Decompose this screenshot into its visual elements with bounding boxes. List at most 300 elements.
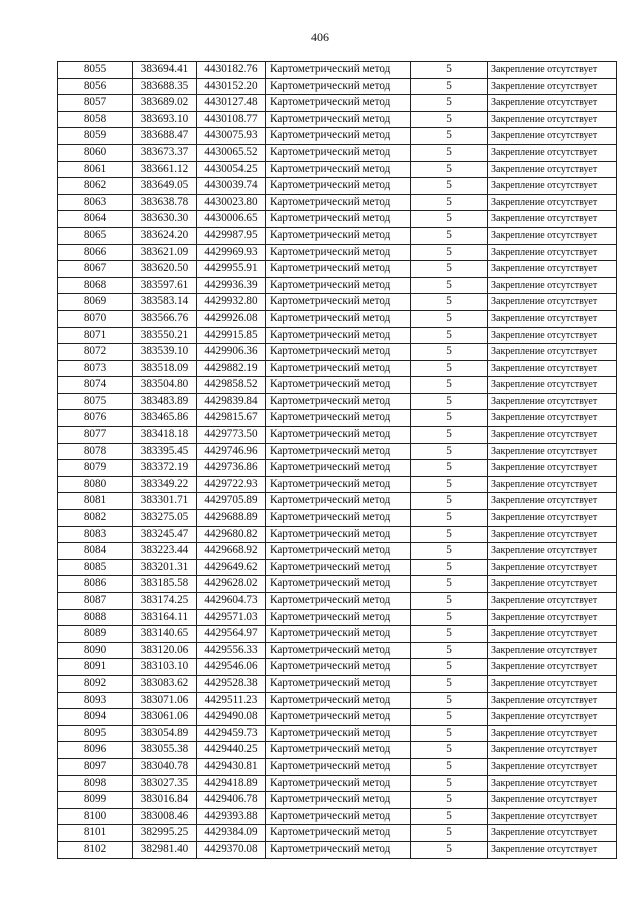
y-coordinate-cell: 4429370.08 bbox=[197, 841, 266, 858]
y-coordinate-cell: 4429680.82 bbox=[197, 526, 266, 543]
method-cell: Картометрический метод bbox=[266, 443, 411, 460]
fixing-description-cell: Закрепление отсутствует bbox=[488, 178, 617, 195]
fixing-description-cell: Закрепление отсутствует bbox=[488, 609, 617, 626]
fixing-description-cell: Закрепление отсутствует bbox=[488, 725, 617, 742]
accuracy-cell: 5 bbox=[411, 194, 488, 211]
x-coordinate-cell: 383275.05 bbox=[133, 510, 197, 527]
table-row bbox=[58, 792, 617, 809]
x-coordinate-cell: 383649.05 bbox=[133, 178, 197, 195]
point-number-cell: 8099 bbox=[58, 792, 133, 809]
fixing-description-cell: Закрепление отсутствует bbox=[488, 344, 617, 361]
method-cell: Картометрический метод bbox=[266, 792, 411, 809]
x-coordinate-cell: 383395.45 bbox=[133, 443, 197, 460]
x-coordinate-cell: 383624.20 bbox=[133, 227, 197, 244]
y-coordinate-cell: 4429406.78 bbox=[197, 792, 266, 809]
x-coordinate-cell: 383597.61 bbox=[133, 277, 197, 294]
point-number-cell: 8080 bbox=[58, 476, 133, 493]
fixing-description-cell: Закрепление отсутствует bbox=[488, 443, 617, 460]
y-coordinate-cell: 4430006.65 bbox=[197, 211, 266, 228]
table-row bbox=[58, 344, 617, 361]
y-coordinate-cell: 4429604.73 bbox=[197, 593, 266, 610]
accuracy-cell: 5 bbox=[411, 742, 488, 759]
point-number-cell: 8078 bbox=[58, 443, 133, 460]
x-coordinate-cell: 383673.37 bbox=[133, 144, 197, 161]
fixing-description-cell: Закрепление отсутствует bbox=[488, 144, 617, 161]
y-coordinate-cell: 4429564.97 bbox=[197, 626, 266, 643]
method-cell: Картометрический метод bbox=[266, 642, 411, 659]
method-cell: Картометрический метод bbox=[266, 178, 411, 195]
point-number-cell: 8086 bbox=[58, 576, 133, 593]
fixing-description-cell: Закрепление отсутствует bbox=[488, 377, 617, 394]
accuracy-cell: 5 bbox=[411, 244, 488, 261]
table-row bbox=[58, 808, 617, 825]
y-coordinate-cell: 4429571.03 bbox=[197, 609, 266, 626]
point-number-cell: 8075 bbox=[58, 393, 133, 410]
accuracy-cell: 5 bbox=[411, 675, 488, 692]
table-row bbox=[58, 543, 617, 560]
x-coordinate-cell: 383103.10 bbox=[133, 659, 197, 676]
x-coordinate-cell: 383349.22 bbox=[133, 476, 197, 493]
table-row bbox=[58, 443, 617, 460]
point-number-cell: 8094 bbox=[58, 709, 133, 726]
y-coordinate-cell: 4429915.85 bbox=[197, 327, 266, 344]
x-coordinate-cell: 383688.47 bbox=[133, 128, 197, 145]
y-coordinate-cell: 4430023.80 bbox=[197, 194, 266, 211]
table-row bbox=[58, 692, 617, 709]
y-coordinate-cell: 4429384.09 bbox=[197, 825, 266, 842]
fixing-description-cell: Закрепление отсутствует bbox=[488, 510, 617, 527]
y-coordinate-cell: 4429688.89 bbox=[197, 510, 266, 527]
point-number-cell: 8079 bbox=[58, 460, 133, 477]
table-row bbox=[58, 476, 617, 493]
point-number-cell: 8063 bbox=[58, 194, 133, 211]
method-cell: Картометрический метод bbox=[266, 709, 411, 726]
accuracy-cell: 5 bbox=[411, 659, 488, 676]
method-cell: Картометрический метод bbox=[266, 659, 411, 676]
y-coordinate-cell: 4429668.92 bbox=[197, 543, 266, 560]
y-coordinate-cell: 4430182.76 bbox=[197, 62, 266, 79]
fixing-description-cell: Закрепление отсутствует bbox=[488, 294, 617, 311]
x-coordinate-cell: 382995.25 bbox=[133, 825, 197, 842]
point-number-cell: 8071 bbox=[58, 327, 133, 344]
x-coordinate-cell: 383693.10 bbox=[133, 111, 197, 128]
fixing-description-cell: Закрепление отсутствует bbox=[488, 742, 617, 759]
fixing-description-cell: Закрепление отсутствует bbox=[488, 642, 617, 659]
accuracy-cell: 5 bbox=[411, 725, 488, 742]
y-coordinate-cell: 4430039.74 bbox=[197, 178, 266, 195]
accuracy-cell: 5 bbox=[411, 559, 488, 576]
accuracy-cell: 5 bbox=[411, 642, 488, 659]
point-number-cell: 8056 bbox=[58, 78, 133, 95]
point-number-cell: 8090 bbox=[58, 642, 133, 659]
fixing-description-cell: Закрепление отсутствует bbox=[488, 128, 617, 145]
method-cell: Картометрический метод bbox=[266, 692, 411, 709]
accuracy-cell: 5 bbox=[411, 95, 488, 112]
method-cell: Картометрический метод bbox=[266, 427, 411, 444]
fixing-description-cell: Закрепление отсутствует bbox=[488, 194, 617, 211]
x-coordinate-cell: 383016.84 bbox=[133, 792, 197, 809]
accuracy-cell: 5 bbox=[411, 277, 488, 294]
x-coordinate-cell: 383630.30 bbox=[133, 211, 197, 228]
method-cell: Картометрический метод bbox=[266, 62, 411, 79]
x-coordinate-cell: 383620.50 bbox=[133, 261, 197, 278]
table-row bbox=[58, 393, 617, 410]
y-coordinate-cell: 4429936.39 bbox=[197, 277, 266, 294]
x-coordinate-cell: 383027.35 bbox=[133, 775, 197, 792]
accuracy-cell: 5 bbox=[411, 178, 488, 195]
x-coordinate-cell: 383583.14 bbox=[133, 294, 197, 311]
fixing-description-cell: Закрепление отсутствует bbox=[488, 393, 617, 410]
y-coordinate-cell: 4429926.08 bbox=[197, 310, 266, 327]
accuracy-cell: 5 bbox=[411, 526, 488, 543]
point-number-cell: 8077 bbox=[58, 427, 133, 444]
fixing-description-cell: Закрепление отсутствует bbox=[488, 559, 617, 576]
table-row bbox=[58, 825, 617, 842]
accuracy-cell: 5 bbox=[411, 825, 488, 842]
method-cell: Картометрический метод bbox=[266, 261, 411, 278]
x-coordinate-cell: 383061.06 bbox=[133, 709, 197, 726]
point-number-cell: 8061 bbox=[58, 161, 133, 178]
method-cell: Картометрический метод bbox=[266, 327, 411, 344]
table-row bbox=[58, 244, 617, 261]
accuracy-cell: 5 bbox=[411, 460, 488, 477]
method-cell: Картометрический метод bbox=[266, 344, 411, 361]
fixing-description-cell: Закрепление отсутствует bbox=[488, 493, 617, 510]
y-coordinate-cell: 4429628.02 bbox=[197, 576, 266, 593]
table-row bbox=[58, 709, 617, 726]
fixing-description-cell: Закрепление отсутствует bbox=[488, 427, 617, 444]
accuracy-cell: 5 bbox=[411, 792, 488, 809]
point-number-cell: 8062 bbox=[58, 178, 133, 195]
x-coordinate-cell: 383055.38 bbox=[133, 742, 197, 759]
method-cell: Картометрический метод bbox=[266, 294, 411, 311]
point-number-cell: 8074 bbox=[58, 377, 133, 394]
y-coordinate-cell: 4429955.91 bbox=[197, 261, 266, 278]
x-coordinate-cell: 383483.89 bbox=[133, 393, 197, 410]
accuracy-cell: 5 bbox=[411, 294, 488, 311]
accuracy-cell: 5 bbox=[411, 841, 488, 858]
point-number-cell: 8060 bbox=[58, 144, 133, 161]
fixing-description-cell: Закрепление отсутствует bbox=[488, 775, 617, 792]
fixing-description-cell: Закрепление отсутствует bbox=[488, 310, 617, 327]
method-cell: Картометрический метод bbox=[266, 808, 411, 825]
fixing-description-cell: Закрепление отсутствует bbox=[488, 825, 617, 842]
coordinates-table-body bbox=[58, 62, 617, 859]
x-coordinate-cell: 383054.89 bbox=[133, 725, 197, 742]
fixing-description-cell: Закрепление отсутствует bbox=[488, 808, 617, 825]
method-cell: Картометрический метод bbox=[266, 111, 411, 128]
fixing-description-cell: Закрепление отсутствует bbox=[488, 792, 617, 809]
y-coordinate-cell: 4429546.06 bbox=[197, 659, 266, 676]
y-coordinate-cell: 4429773.50 bbox=[197, 427, 266, 444]
y-coordinate-cell: 4430108.77 bbox=[197, 111, 266, 128]
table-row bbox=[58, 609, 617, 626]
method-cell: Картометрический метод bbox=[266, 194, 411, 211]
method-cell: Картометрический метод bbox=[266, 128, 411, 145]
y-coordinate-cell: 4429746.96 bbox=[197, 443, 266, 460]
table-row bbox=[58, 327, 617, 344]
fixing-description-cell: Закрепление отсутствует bbox=[488, 95, 617, 112]
method-cell: Картометрический метод bbox=[266, 211, 411, 228]
point-number-cell: 8089 bbox=[58, 626, 133, 643]
table-row bbox=[58, 161, 617, 178]
point-number-cell: 8091 bbox=[58, 659, 133, 676]
x-coordinate-cell: 383008.46 bbox=[133, 808, 197, 825]
y-coordinate-cell: 4429556.33 bbox=[197, 642, 266, 659]
y-coordinate-cell: 4429987.95 bbox=[197, 227, 266, 244]
table-row bbox=[58, 493, 617, 510]
accuracy-cell: 5 bbox=[411, 128, 488, 145]
table-row bbox=[58, 360, 617, 377]
point-number-cell: 8095 bbox=[58, 725, 133, 742]
fixing-description-cell: Закрепление отсутствует bbox=[488, 675, 617, 692]
accuracy-cell: 5 bbox=[411, 593, 488, 610]
y-coordinate-cell: 4429649.62 bbox=[197, 559, 266, 576]
point-number-cell: 8073 bbox=[58, 360, 133, 377]
accuracy-cell: 5 bbox=[411, 393, 488, 410]
fixing-description-cell: Закрепление отсутствует bbox=[488, 327, 617, 344]
y-coordinate-cell: 4430152.20 bbox=[197, 78, 266, 95]
x-coordinate-cell: 383638.78 bbox=[133, 194, 197, 211]
x-coordinate-cell: 383418.18 bbox=[133, 427, 197, 444]
fixing-description-cell: Закрепление отсутствует bbox=[488, 593, 617, 610]
accuracy-cell: 5 bbox=[411, 310, 488, 327]
method-cell: Картометрический метод bbox=[266, 593, 411, 610]
x-coordinate-cell: 383120.06 bbox=[133, 642, 197, 659]
table-row bbox=[58, 510, 617, 527]
x-coordinate-cell: 383201.31 bbox=[133, 559, 197, 576]
table-row bbox=[58, 742, 617, 759]
table-row bbox=[58, 758, 617, 775]
x-coordinate-cell: 383694.41 bbox=[133, 62, 197, 79]
table-row bbox=[58, 377, 617, 394]
point-number-cell: 8067 bbox=[58, 261, 133, 278]
accuracy-cell: 5 bbox=[411, 327, 488, 344]
method-cell: Картометрический метод bbox=[266, 543, 411, 560]
x-coordinate-cell: 383621.09 bbox=[133, 244, 197, 261]
x-coordinate-cell: 383518.09 bbox=[133, 360, 197, 377]
table-row bbox=[58, 841, 617, 858]
fixing-description-cell: Закрепление отсутствует bbox=[488, 111, 617, 128]
fixing-description-cell: Закрепление отсутствует bbox=[488, 261, 617, 278]
point-number-cell: 8098 bbox=[58, 775, 133, 792]
method-cell: Картометрический метод bbox=[266, 526, 411, 543]
accuracy-cell: 5 bbox=[411, 111, 488, 128]
fixing-description-cell: Закрепление отсутствует bbox=[488, 692, 617, 709]
point-number-cell: 8069 bbox=[58, 294, 133, 311]
point-number-cell: 8068 bbox=[58, 277, 133, 294]
table-row bbox=[58, 526, 617, 543]
y-coordinate-cell: 4429705.89 bbox=[197, 493, 266, 510]
x-coordinate-cell: 383040.78 bbox=[133, 758, 197, 775]
table-row bbox=[58, 642, 617, 659]
table-row bbox=[58, 576, 617, 593]
method-cell: Картометрический метод bbox=[266, 841, 411, 858]
fixing-description-cell: Закрепление отсутствует bbox=[488, 410, 617, 427]
y-coordinate-cell: 4429440.25 bbox=[197, 742, 266, 759]
accuracy-cell: 5 bbox=[411, 144, 488, 161]
point-number-cell: 8088 bbox=[58, 609, 133, 626]
method-cell: Картометрический метод bbox=[266, 626, 411, 643]
method-cell: Картометрический метод bbox=[266, 559, 411, 576]
accuracy-cell: 5 bbox=[411, 360, 488, 377]
y-coordinate-cell: 4429511.23 bbox=[197, 692, 266, 709]
y-coordinate-cell: 4429969.93 bbox=[197, 244, 266, 261]
table-row bbox=[58, 310, 617, 327]
y-coordinate-cell: 4429528.38 bbox=[197, 675, 266, 692]
y-coordinate-cell: 4429815.67 bbox=[197, 410, 266, 427]
fixing-description-cell: Закрепление отсутствует bbox=[488, 841, 617, 858]
y-coordinate-cell: 4429430.81 bbox=[197, 758, 266, 775]
method-cell: Картометрический метод bbox=[266, 144, 411, 161]
accuracy-cell: 5 bbox=[411, 377, 488, 394]
table-row bbox=[58, 261, 617, 278]
accuracy-cell: 5 bbox=[411, 211, 488, 228]
method-cell: Картометрический метод bbox=[266, 725, 411, 742]
coordinates-table bbox=[57, 61, 617, 859]
accuracy-cell: 5 bbox=[411, 609, 488, 626]
point-number-cell: 8057 bbox=[58, 95, 133, 112]
table-row bbox=[58, 178, 617, 195]
accuracy-cell: 5 bbox=[411, 775, 488, 792]
x-coordinate-cell: 383223.44 bbox=[133, 543, 197, 560]
x-coordinate-cell: 383661.12 bbox=[133, 161, 197, 178]
method-cell: Картометрический метод bbox=[266, 460, 411, 477]
y-coordinate-cell: 4429906.36 bbox=[197, 344, 266, 361]
fixing-description-cell: Закрепление отсутствует bbox=[488, 709, 617, 726]
method-cell: Картометрический метод bbox=[266, 78, 411, 95]
x-coordinate-cell: 383504.80 bbox=[133, 377, 197, 394]
y-coordinate-cell: 4429418.89 bbox=[197, 775, 266, 792]
fixing-description-cell: Закрепление отсутствует bbox=[488, 277, 617, 294]
point-number-cell: 8070 bbox=[58, 310, 133, 327]
fixing-description-cell: Закрепление отсутствует bbox=[488, 227, 617, 244]
method-cell: Картометрический метод bbox=[266, 393, 411, 410]
table-row bbox=[58, 144, 617, 161]
table-row bbox=[58, 62, 617, 79]
accuracy-cell: 5 bbox=[411, 709, 488, 726]
fixing-description-cell: Закрепление отсутствует bbox=[488, 526, 617, 543]
page-number: 406 bbox=[311, 30, 329, 44]
method-cell: Картометрический метод bbox=[266, 493, 411, 510]
x-coordinate-cell: 383164.11 bbox=[133, 609, 197, 626]
table-row bbox=[58, 559, 617, 576]
x-coordinate-cell: 383174.25 bbox=[133, 593, 197, 610]
y-coordinate-cell: 4429882.19 bbox=[197, 360, 266, 377]
method-cell: Картометрический метод bbox=[266, 775, 411, 792]
point-number-cell: 8085 bbox=[58, 559, 133, 576]
y-coordinate-cell: 4429932.80 bbox=[197, 294, 266, 311]
accuracy-cell: 5 bbox=[411, 576, 488, 593]
point-number-cell: 8102 bbox=[58, 841, 133, 858]
table-row bbox=[58, 111, 617, 128]
table-row bbox=[58, 410, 617, 427]
point-number-cell: 8087 bbox=[58, 593, 133, 610]
accuracy-cell: 5 bbox=[411, 410, 488, 427]
x-coordinate-cell: 383372.19 bbox=[133, 460, 197, 477]
table-row bbox=[58, 427, 617, 444]
table-row bbox=[58, 227, 617, 244]
method-cell: Картометрический метод bbox=[266, 410, 411, 427]
table-row bbox=[58, 78, 617, 95]
y-coordinate-cell: 4429490.08 bbox=[197, 709, 266, 726]
fixing-description-cell: Закрепление отсутствует bbox=[488, 161, 617, 178]
table-row bbox=[58, 659, 617, 676]
accuracy-cell: 5 bbox=[411, 344, 488, 361]
table-row bbox=[58, 593, 617, 610]
fixing-description-cell: Закрепление отсутствует bbox=[488, 211, 617, 228]
method-cell: Картометрический метод bbox=[266, 95, 411, 112]
x-coordinate-cell: 383689.02 bbox=[133, 95, 197, 112]
table-row bbox=[58, 95, 617, 112]
x-coordinate-cell: 383550.21 bbox=[133, 327, 197, 344]
table-row bbox=[58, 725, 617, 742]
y-coordinate-cell: 4430127.48 bbox=[197, 95, 266, 112]
table-row bbox=[58, 294, 617, 311]
accuracy-cell: 5 bbox=[411, 443, 488, 460]
method-cell: Картометрический метод bbox=[266, 742, 411, 759]
fixing-description-cell: Закрепление отсутствует bbox=[488, 758, 617, 775]
point-number-cell: 8076 bbox=[58, 410, 133, 427]
x-coordinate-cell: 383688.35 bbox=[133, 78, 197, 95]
accuracy-cell: 5 bbox=[411, 161, 488, 178]
accuracy-cell: 5 bbox=[411, 227, 488, 244]
y-coordinate-cell: 4429459.73 bbox=[197, 725, 266, 742]
point-number-cell: 8084 bbox=[58, 543, 133, 560]
accuracy-cell: 5 bbox=[411, 476, 488, 493]
fixing-description-cell: Закрепление отсутствует bbox=[488, 576, 617, 593]
y-coordinate-cell: 4429736.86 bbox=[197, 460, 266, 477]
point-number-cell: 8096 bbox=[58, 742, 133, 759]
point-number-cell: 8097 bbox=[58, 758, 133, 775]
accuracy-cell: 5 bbox=[411, 808, 488, 825]
x-coordinate-cell: 383566.76 bbox=[133, 310, 197, 327]
y-coordinate-cell: 4429858.52 bbox=[197, 377, 266, 394]
fixing-description-cell: Закрепление отсутствует bbox=[488, 78, 617, 95]
fixing-description-cell: Закрепление отсутствует bbox=[488, 360, 617, 377]
point-number-cell: 8066 bbox=[58, 244, 133, 261]
point-number-cell: 8072 bbox=[58, 344, 133, 361]
x-coordinate-cell: 383301.71 bbox=[133, 493, 197, 510]
table-row bbox=[58, 460, 617, 477]
accuracy-cell: 5 bbox=[411, 493, 488, 510]
accuracy-cell: 5 bbox=[411, 78, 488, 95]
point-number-cell: 8092 bbox=[58, 675, 133, 692]
x-coordinate-cell: 383083.62 bbox=[133, 675, 197, 692]
x-coordinate-cell: 383071.06 bbox=[133, 692, 197, 709]
fixing-description-cell: Закрепление отсутствует bbox=[488, 659, 617, 676]
x-coordinate-cell: 383140.65 bbox=[133, 626, 197, 643]
x-coordinate-cell: 383245.47 bbox=[133, 526, 197, 543]
point-number-cell: 8083 bbox=[58, 526, 133, 543]
method-cell: Картометрический метод bbox=[266, 576, 411, 593]
method-cell: Картометрический метод bbox=[266, 310, 411, 327]
point-number-cell: 8100 bbox=[58, 808, 133, 825]
point-number-cell: 8058 bbox=[58, 111, 133, 128]
point-number-cell: 8055 bbox=[58, 62, 133, 79]
fixing-description-cell: Закрепление отсутствует bbox=[488, 244, 617, 261]
x-coordinate-cell: 383539.10 bbox=[133, 344, 197, 361]
point-number-cell: 8059 bbox=[58, 128, 133, 145]
y-coordinate-cell: 4429839.84 bbox=[197, 393, 266, 410]
x-coordinate-cell: 383185.58 bbox=[133, 576, 197, 593]
y-coordinate-cell: 4429393.88 bbox=[197, 808, 266, 825]
method-cell: Картометрический метод bbox=[266, 609, 411, 626]
y-coordinate-cell: 4429722.93 bbox=[197, 476, 266, 493]
table-row bbox=[58, 194, 617, 211]
x-coordinate-cell: 383465.86 bbox=[133, 410, 197, 427]
method-cell: Картометрический метод bbox=[266, 476, 411, 493]
